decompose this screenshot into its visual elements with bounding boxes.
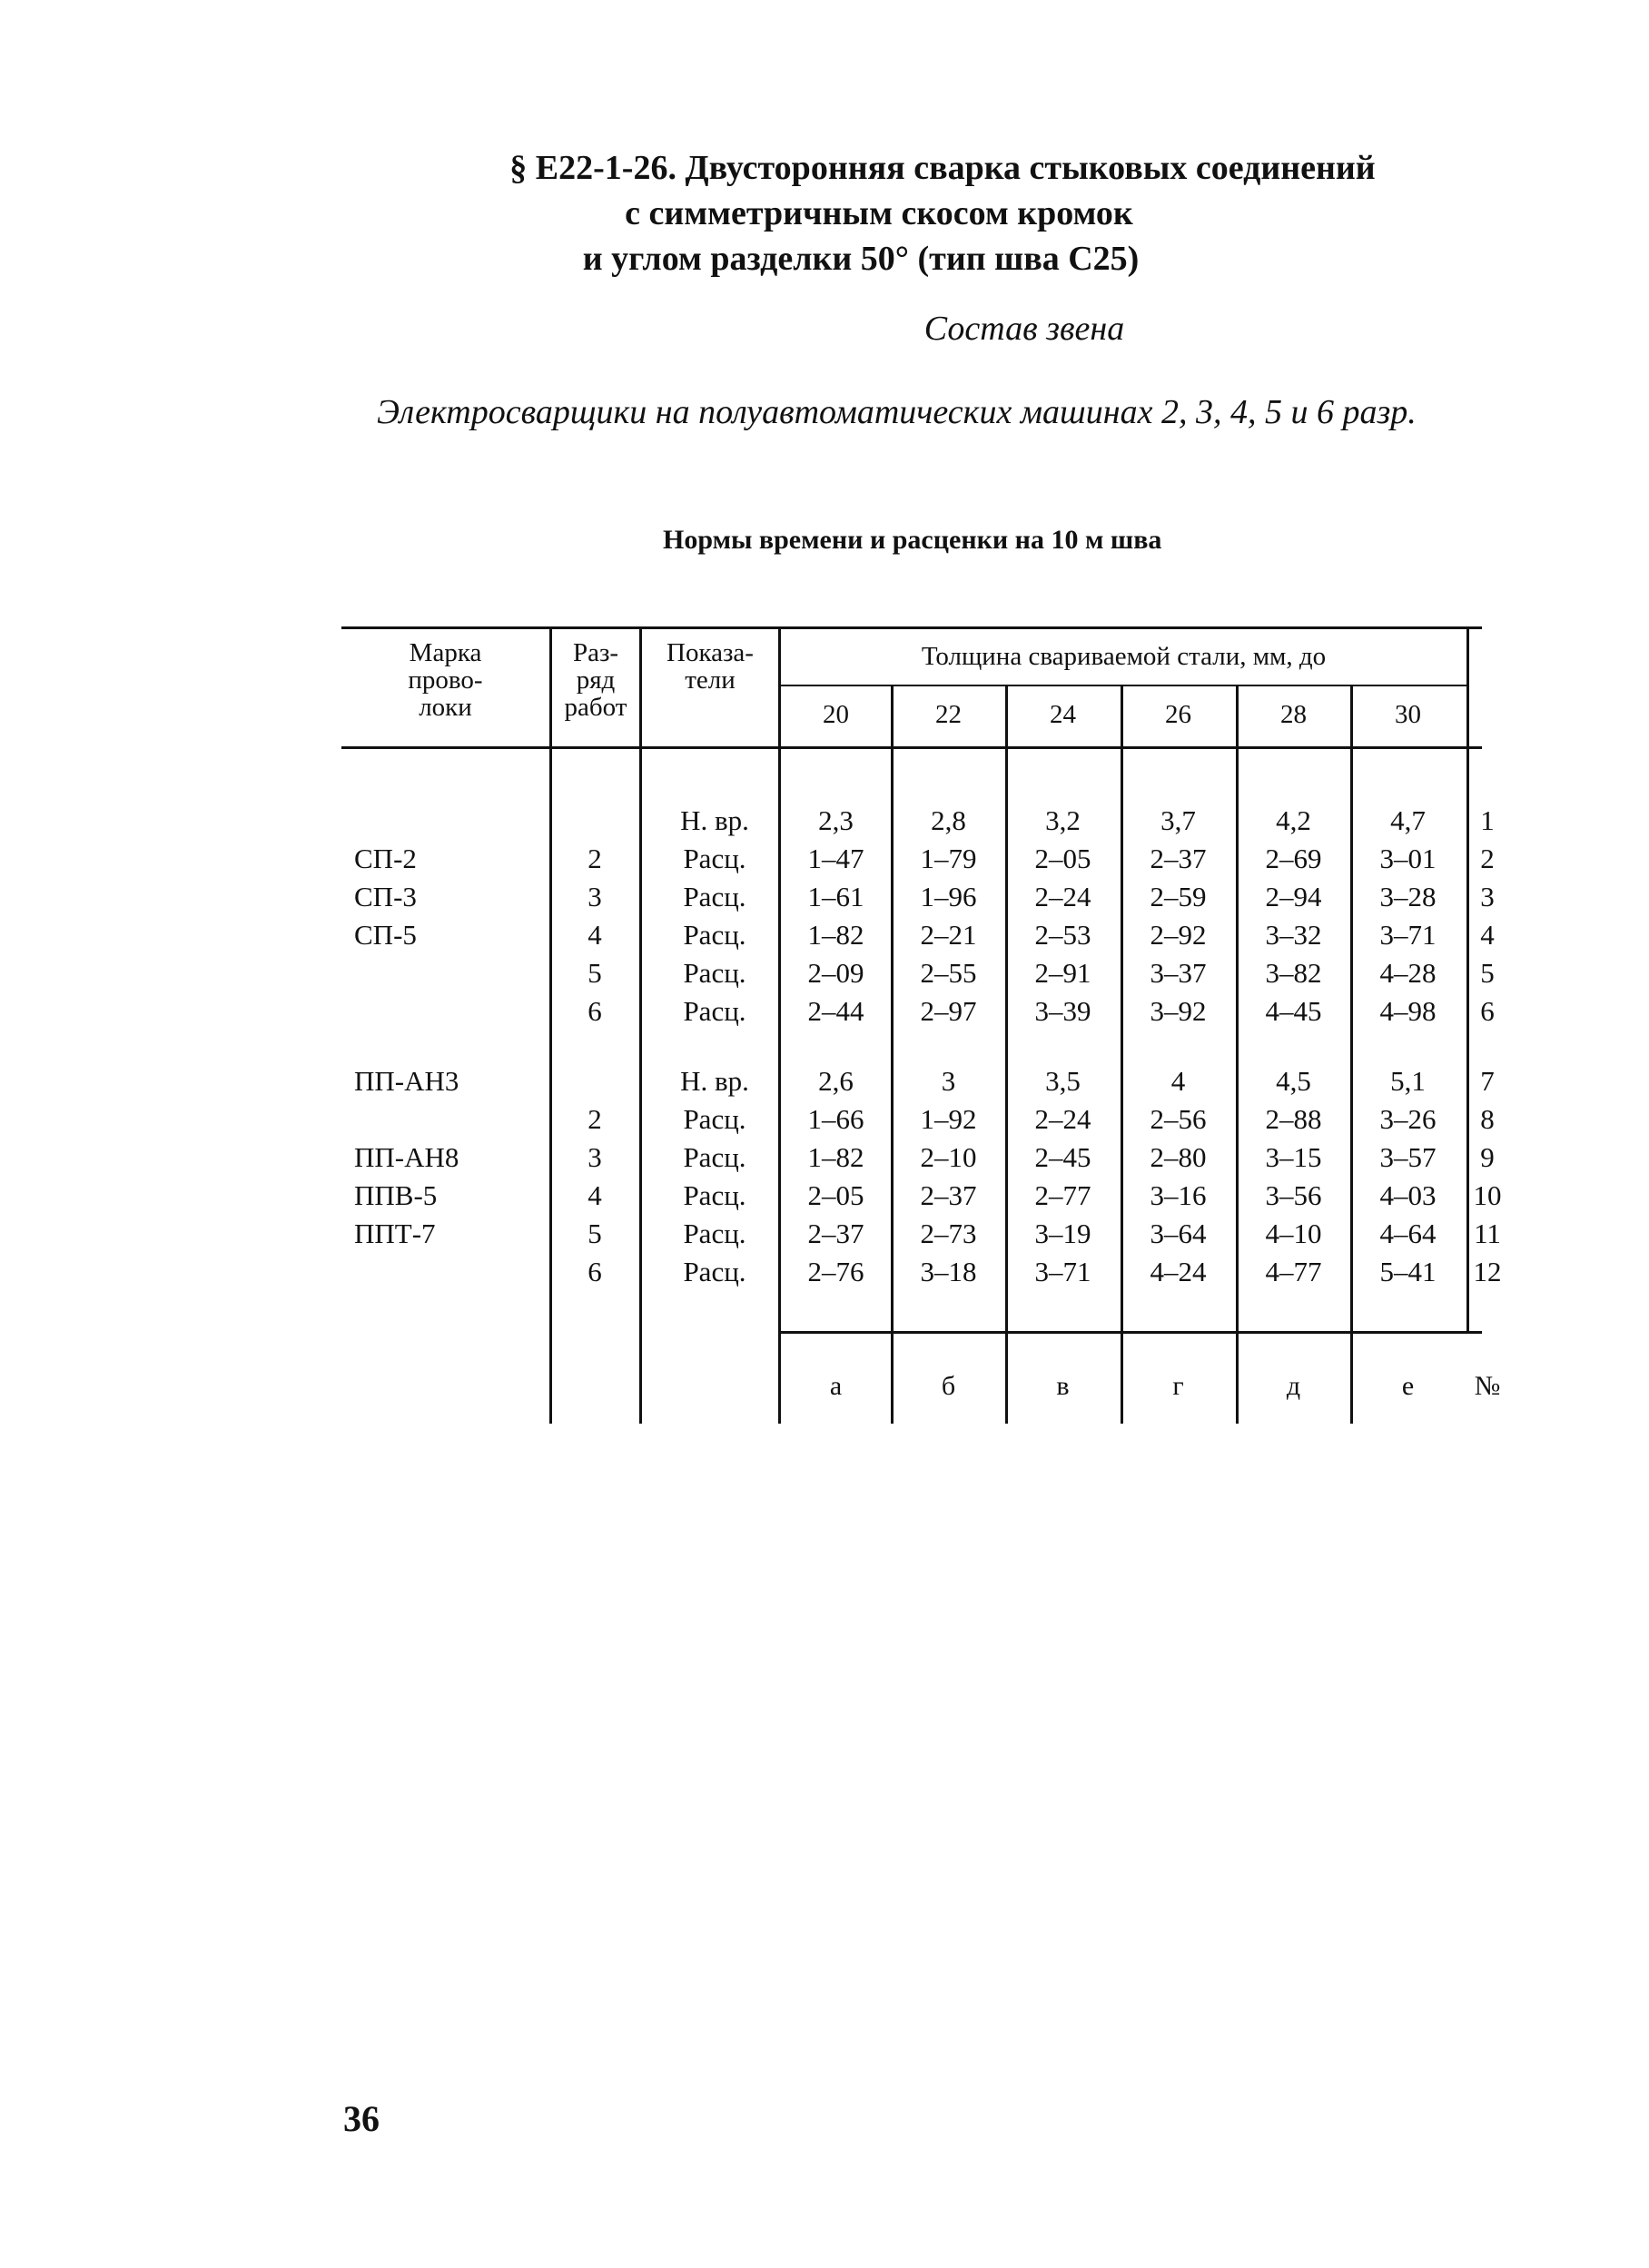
wire-brand: СП-2: [354, 843, 417, 874]
value-cell: 2–09: [807, 957, 864, 989]
column-divider: [1350, 685, 1353, 1424]
value-cell: 1–82: [807, 1141, 864, 1173]
header-grade-line: ряд: [576, 666, 616, 695]
value-cell: 4–24: [1150, 1256, 1207, 1287]
value-cell: 3–19: [1034, 1218, 1091, 1249]
value-cell: 3–57: [1379, 1141, 1437, 1173]
header-brand-line: прово-: [408, 666, 483, 695]
value-cell: 3–39: [1034, 995, 1091, 1027]
wire-brand: ПП-АН8: [354, 1141, 459, 1173]
row-number: 2: [1480, 843, 1495, 874]
column-divider: [891, 685, 894, 1424]
crew-title: Состав звена: [923, 310, 1125, 348]
value-cell: 2–94: [1265, 881, 1322, 912]
grade-cell: 2: [588, 1103, 602, 1135]
value-cell: 2–77: [1034, 1179, 1091, 1211]
crew-members: Электросварщики на полуавтоматических машинах 2, 3, 4, 5 и 6 разр.: [377, 393, 1417, 431]
indicator-cell: Расц.: [683, 1103, 746, 1135]
thickness-header-rule: [778, 685, 1468, 686]
value-cell: 3–82: [1265, 957, 1322, 989]
value-cell: 2–37: [920, 1179, 977, 1211]
value-cell: 1–47: [807, 843, 864, 874]
header-grade-line: Раз-: [572, 638, 619, 667]
value-cell: 1–82: [807, 919, 864, 951]
table-caption: Нормы времени и расценки на 10 м шва: [663, 525, 1162, 555]
value-cell: 1–61: [807, 881, 864, 912]
grade-cell: 4: [588, 1179, 602, 1211]
row-number: 4: [1480, 919, 1495, 951]
column-letter: е: [1401, 1371, 1415, 1401]
value-cell: 4–45: [1265, 995, 1322, 1027]
thickness-header-22: 22: [935, 700, 962, 729]
value-cell: 1–96: [920, 881, 977, 912]
value-cell: 2–92: [1150, 919, 1207, 951]
row-number: 10: [1473, 1179, 1502, 1211]
header-bottom-rule: [341, 746, 1482, 749]
indicator-cell: Расц.: [683, 881, 746, 912]
grade-cell: 6: [588, 995, 602, 1027]
column-divider: [639, 626, 642, 1424]
footer-rule: [778, 1331, 1482, 1334]
value-cell: 3–26: [1379, 1103, 1437, 1135]
section-heading: [0, 145, 1649, 281]
column-divider: [1121, 685, 1123, 1424]
column-divider: [1005, 685, 1008, 1424]
value-cell: 3–32: [1265, 919, 1322, 951]
column-letter: а: [829, 1371, 843, 1401]
value-cell: 4,5: [1276, 1065, 1311, 1097]
value-cell: 3–56: [1265, 1179, 1322, 1211]
value-cell: 3–71: [1379, 919, 1437, 951]
value-cell: 2,8: [931, 804, 966, 836]
grade-cell: 3: [588, 1141, 602, 1173]
value-cell: 2–97: [920, 995, 977, 1027]
value-cell: 3–01: [1379, 843, 1437, 874]
grade-cell: 4: [588, 919, 602, 951]
wire-brand: ППВ-5: [354, 1179, 438, 1211]
value-cell: 2–59: [1150, 881, 1207, 912]
value-cell: 2–10: [920, 1141, 977, 1173]
row-number: 6: [1480, 995, 1495, 1027]
indicator-cell: Расц.: [683, 957, 746, 989]
value-cell: 3,5: [1045, 1065, 1081, 1097]
value-cell: 1–79: [920, 843, 977, 874]
indicator-cell: Расц.: [683, 919, 746, 951]
column-letter: б: [941, 1371, 956, 1401]
header-indicator-line: тели: [685, 666, 736, 695]
thickness-header-20: 20: [823, 700, 849, 729]
value-cell: 3–64: [1150, 1218, 1207, 1249]
header-grade-line: работ: [564, 693, 627, 722]
row-number: 9: [1480, 1141, 1495, 1173]
value-cell: 2–55: [920, 957, 977, 989]
value-cell: 4–10: [1265, 1218, 1322, 1249]
value-cell: 2,6: [818, 1065, 854, 1097]
value-cell: 2–88: [1265, 1103, 1322, 1135]
grade-cell: 5: [588, 957, 602, 989]
value-cell: 4,7: [1390, 804, 1426, 836]
header-indicator: [641, 639, 779, 694]
grade-cell: 5: [588, 1218, 602, 1249]
value-cell: 3–18: [920, 1256, 977, 1287]
indicator-cell: Расц.: [683, 1218, 746, 1249]
thickness-header-28: 28: [1280, 700, 1307, 729]
value-cell: 4–28: [1379, 957, 1437, 989]
value-cell: 4–64: [1379, 1218, 1437, 1249]
row-number: 5: [1480, 957, 1495, 989]
value-cell: 2–56: [1150, 1103, 1207, 1135]
grade-cell: 6: [588, 1256, 602, 1287]
value-cell: 2–76: [807, 1256, 864, 1287]
row-number: 7: [1480, 1065, 1495, 1097]
value-cell: 2–37: [1150, 843, 1207, 874]
table-top-rule: [341, 626, 1482, 629]
value-cell: 2–24: [1034, 881, 1091, 912]
wire-brand: ПП-АН3: [354, 1065, 459, 1097]
header-brand-line: локи: [419, 693, 472, 722]
thickness-header-26: 26: [1165, 700, 1191, 729]
wire-brand: СП-5: [354, 919, 417, 951]
value-cell: 2–69: [1265, 843, 1322, 874]
thickness-header-30: 30: [1395, 700, 1421, 729]
column-letter: г: [1172, 1371, 1184, 1401]
value-cell: 4: [1170, 1065, 1186, 1097]
header-grade: [550, 639, 641, 721]
value-cell: 5–41: [1379, 1256, 1437, 1287]
indicator-cell: Расц.: [683, 995, 746, 1027]
value-cell: 3–37: [1150, 957, 1207, 989]
indicator-cell: Расц.: [683, 843, 746, 874]
wire-brand: СП-3: [354, 881, 417, 912]
row-number: 12: [1473, 1256, 1502, 1287]
value-cell: 4,2: [1276, 804, 1311, 836]
column-letter: в: [1056, 1371, 1070, 1401]
value-cell: 3–28: [1379, 881, 1437, 912]
value-cell: 2–05: [807, 1179, 864, 1211]
value-cell: 1–66: [807, 1103, 864, 1135]
value-cell: 2–44: [807, 995, 864, 1027]
value-cell: 4–03: [1379, 1179, 1437, 1211]
value-cell: 2–53: [1034, 919, 1091, 951]
indicator-cell: Н. вр.: [680, 1065, 749, 1097]
grade-cell: 3: [588, 881, 602, 912]
grade-cell: 2: [588, 843, 602, 874]
indicator-cell: Расц.: [683, 1179, 746, 1211]
value-cell: 3,7: [1160, 804, 1196, 836]
row-number: 1: [1480, 804, 1495, 836]
value-cell: 3–92: [1150, 995, 1207, 1027]
wire-brand: ППТ-7: [354, 1218, 436, 1249]
norms-table: [341, 626, 1502, 1425]
value-cell: 3,2: [1045, 804, 1081, 836]
indicator-cell: Расц.: [683, 1141, 746, 1173]
header-thickness-group: Толщина свариваемой стали, мм, до: [921, 642, 1327, 671]
header-indicator-line: Показа-: [667, 638, 754, 667]
header-brand: [341, 639, 549, 721]
page-number: 36: [343, 2098, 380, 2139]
value-cell: 2–45: [1034, 1141, 1091, 1173]
value-cell: 3–16: [1150, 1179, 1207, 1211]
thickness-header-24: 24: [1050, 700, 1076, 729]
indicator-cell: Н. вр.: [680, 804, 749, 836]
value-cell: 1–92: [920, 1103, 977, 1135]
heading-line-1: § Е22-1-26. Двусторонняя сварка стыковых соединений: [509, 149, 1376, 187]
column-letter: д: [1286, 1371, 1301, 1401]
value-cell: 3: [941, 1065, 956, 1097]
value-cell: 2–05: [1034, 843, 1091, 874]
value-cell: 3–71: [1034, 1256, 1091, 1287]
row-number: 11: [1474, 1218, 1501, 1249]
header-brand-line: Марка: [409, 638, 482, 667]
value-cell: 2–80: [1150, 1141, 1207, 1173]
column-divider: [1236, 685, 1239, 1424]
value-cell: 2–73: [920, 1218, 977, 1249]
value-cell: 2,3: [818, 804, 854, 836]
column-number-sign: №: [1474, 1371, 1501, 1401]
value-cell: 2–37: [807, 1218, 864, 1249]
heading-line-3: и углом разделки 50° (тип шва С25): [582, 240, 1140, 278]
value-cell: 4–98: [1379, 995, 1437, 1027]
value-cell: 3–15: [1265, 1141, 1322, 1173]
value-cell: 2–91: [1034, 957, 1091, 989]
value-cell: 5,1: [1390, 1065, 1426, 1097]
value-cell: 2–24: [1034, 1103, 1091, 1135]
row-number: 8: [1480, 1103, 1495, 1135]
value-cell: 4–77: [1265, 1256, 1322, 1287]
row-number: 3: [1480, 881, 1495, 912]
indicator-cell: Расц.: [683, 1256, 746, 1287]
value-cell: 2–21: [920, 919, 977, 951]
heading-line-2: с симметричным скосом кромок: [625, 194, 1133, 232]
